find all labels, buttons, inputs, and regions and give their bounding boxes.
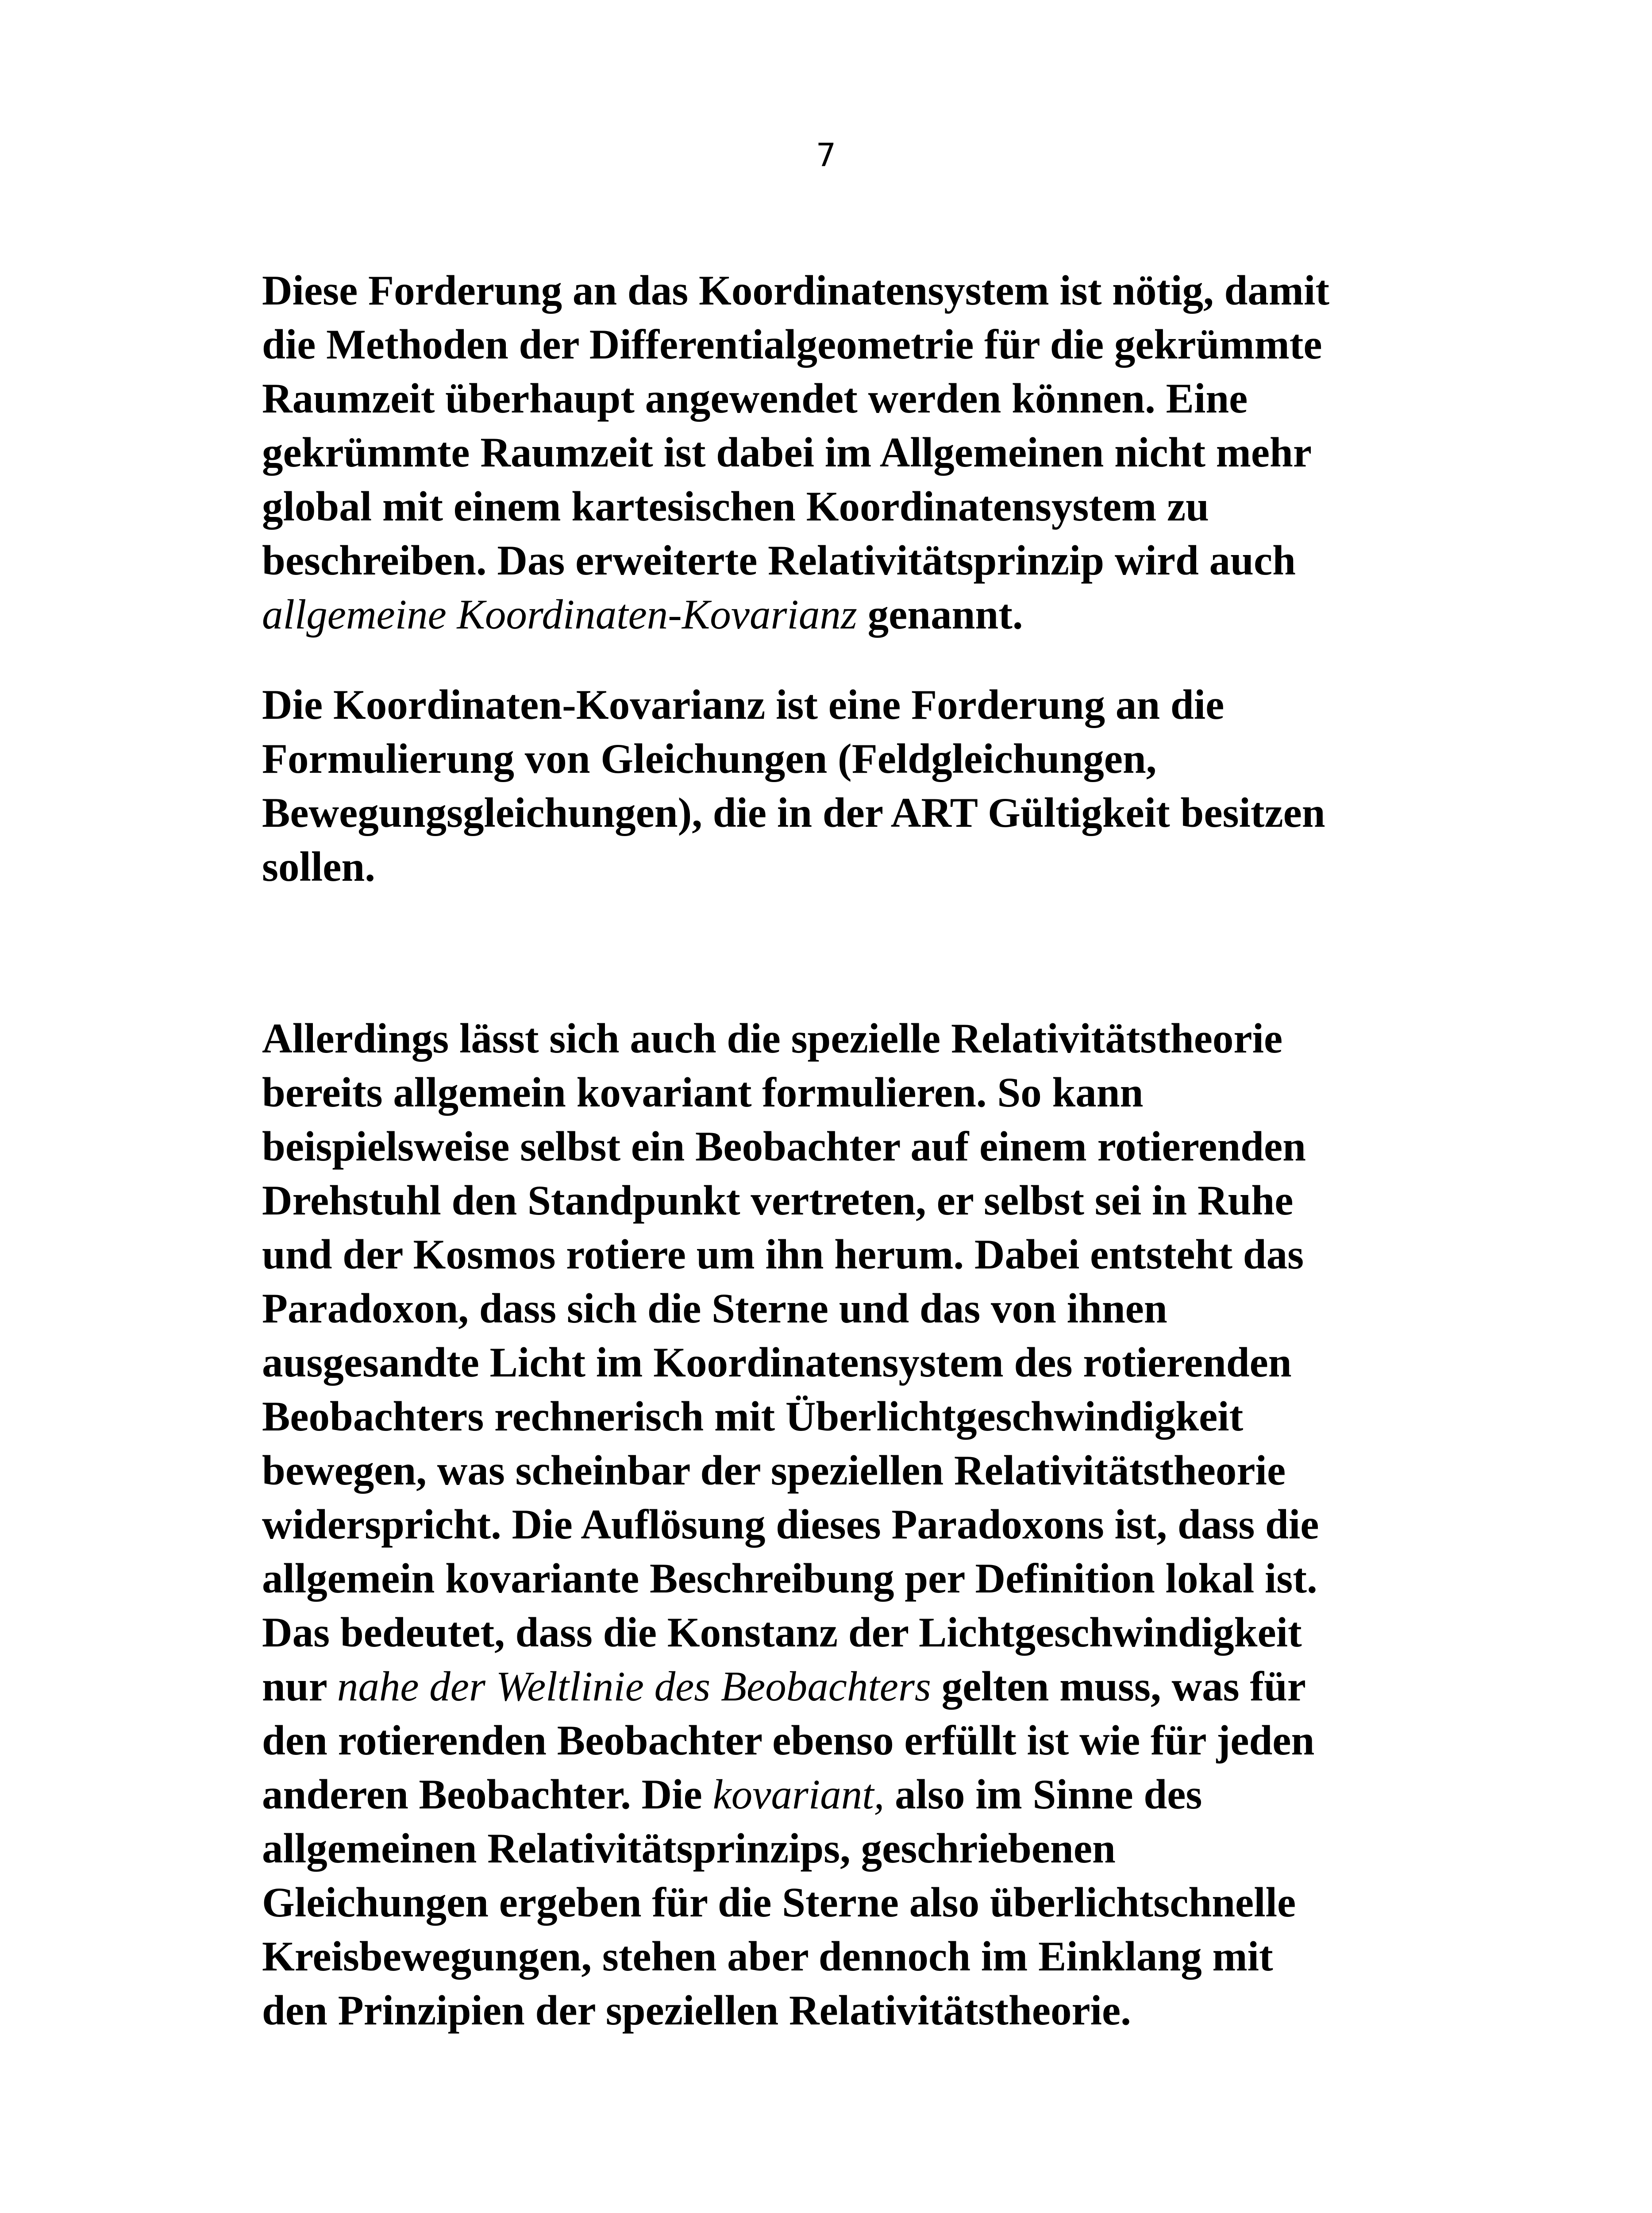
text-line	[262, 1713, 1457, 1767]
text-line	[262, 840, 1457, 894]
text-line	[262, 317, 1457, 371]
paragraph	[262, 678, 1457, 894]
text-run: Formulierung von Gleichungen (Feldgleichungen,	[262, 735, 1157, 782]
text-run: widerspricht. Die Auflösung dieses Paradoxons ist, dass die	[262, 1501, 1319, 1548]
text-line	[262, 1605, 1457, 1659]
text-run: die Methoden der Differentialgeometrie für die gekrümmte	[262, 321, 1322, 368]
text-line	[262, 1983, 1457, 2037]
text-line	[262, 533, 1457, 587]
text-line	[262, 1929, 1457, 1983]
text-run: allgemein kovariante Beschreibung per Definition lokal ist.	[262, 1555, 1317, 1602]
text-line	[262, 263, 1457, 317]
text-line	[262, 1065, 1457, 1119]
paragraph	[262, 263, 1457, 641]
text-line	[262, 678, 1457, 732]
text-line	[262, 1767, 1457, 1821]
text-run: anderen Beobachter. Die	[262, 1771, 713, 1818]
text-run: Raumzeit überhaupt angewendet werden können. Eine	[262, 375, 1248, 422]
text-line	[262, 1011, 1457, 1065]
text-run: Die Koordinaten-Kovarianz ist eine Forderung an die	[262, 681, 1225, 728]
text-run: Paradoxon, dass sich die Sterne und das von ihnen	[262, 1285, 1167, 1332]
text-line	[262, 1821, 1457, 1875]
text-line	[262, 1281, 1457, 1335]
text-line	[262, 425, 1457, 479]
text-run: Das bedeutet, dass die Konstanz der Lichtgeschwindigkeit	[262, 1609, 1302, 1656]
text-run: den Prinzipien der speziellen Relativitätstheorie.	[262, 1987, 1131, 2034]
text-run: allgemeinen Relativitätsprinzips, geschriebenen	[262, 1825, 1116, 1872]
text-run: Kreisbewegungen, stehen aber dennoch im Einklang mit	[262, 1933, 1273, 1980]
text-line	[262, 1119, 1457, 1173]
text-line	[262, 1551, 1457, 1605]
text-line	[262, 1173, 1457, 1227]
text-run: nur	[262, 1663, 337, 1710]
text-run: Gleichungen ergeben für die Sterne also überlichtschnelle	[262, 1879, 1296, 1926]
text-run: sollen.	[262, 843, 376, 890]
text-run: Beobachters rechnerisch mit Überlichtgeschwindigkeit	[262, 1393, 1244, 1440]
text-line	[262, 479, 1457, 533]
paragraph	[262, 1011, 1457, 2037]
text-line	[262, 1875, 1457, 1929]
text-run: genannt.	[857, 591, 1023, 638]
text-line	[262, 1389, 1457, 1443]
text-run: beispielsweise selbst ein Beobachter auf einem rotierenden	[262, 1123, 1306, 1170]
text-run: Bewegungsgleichungen), die in der ART Gültigkeit besitzen	[262, 789, 1325, 836]
text-run: Allerdings lässt sich auch die spezielle Relativitätstheorie	[262, 1015, 1283, 1062]
text-run: Diese Forderung an das Koordinatensystem ist nötig, damit	[262, 267, 1329, 314]
text-run: gelten muss, was für	[931, 1663, 1306, 1710]
text-run: und der Kosmos rotiere um ihn herum. Dabei entsteht das	[262, 1231, 1304, 1278]
text-line	[262, 1659, 1457, 1713]
page-number: 7	[816, 136, 836, 173]
text-line	[262, 1497, 1457, 1551]
text-line	[262, 1443, 1457, 1497]
italic-text: allgemeine Koordinaten-Kovarianz	[262, 591, 857, 638]
text-run: den rotierenden Beobachter ebenso erfüllt ist wie für jeden	[262, 1717, 1315, 1764]
text-line	[262, 587, 1457, 641]
text-line	[262, 732, 1457, 786]
text-run: Drehstuhl den Standpunkt vertreten, er selbst sei in Ruhe	[262, 1177, 1294, 1224]
text-run: bewegen, was scheinbar der speziellen Relativitätstheorie	[262, 1447, 1286, 1494]
text-run: gekrümmte Raumzeit ist dabei im Allgemeinen nicht mehr	[262, 429, 1312, 476]
text-line	[262, 786, 1457, 840]
italic-text: nahe der Weltlinie des Beobachters	[337, 1663, 931, 1710]
italic-text: kovariant,	[712, 1771, 885, 1818]
text-run: ausgesandte Licht im Koordinatensystem des rotierenden	[262, 1339, 1292, 1386]
text-run: bereits allgemein kovariant formulieren. So kann	[262, 1069, 1144, 1116]
text-run: beschreiben. Das erweiterte Relativitätsprinzip wird auch	[262, 537, 1296, 584]
text-line	[262, 1227, 1457, 1281]
text-run: global mit einem kartesischen Koordinatensystem zu	[262, 483, 1209, 530]
text-line	[262, 1335, 1457, 1389]
text-run: also im Sinne des	[884, 1771, 1202, 1818]
text-line	[262, 371, 1457, 425]
